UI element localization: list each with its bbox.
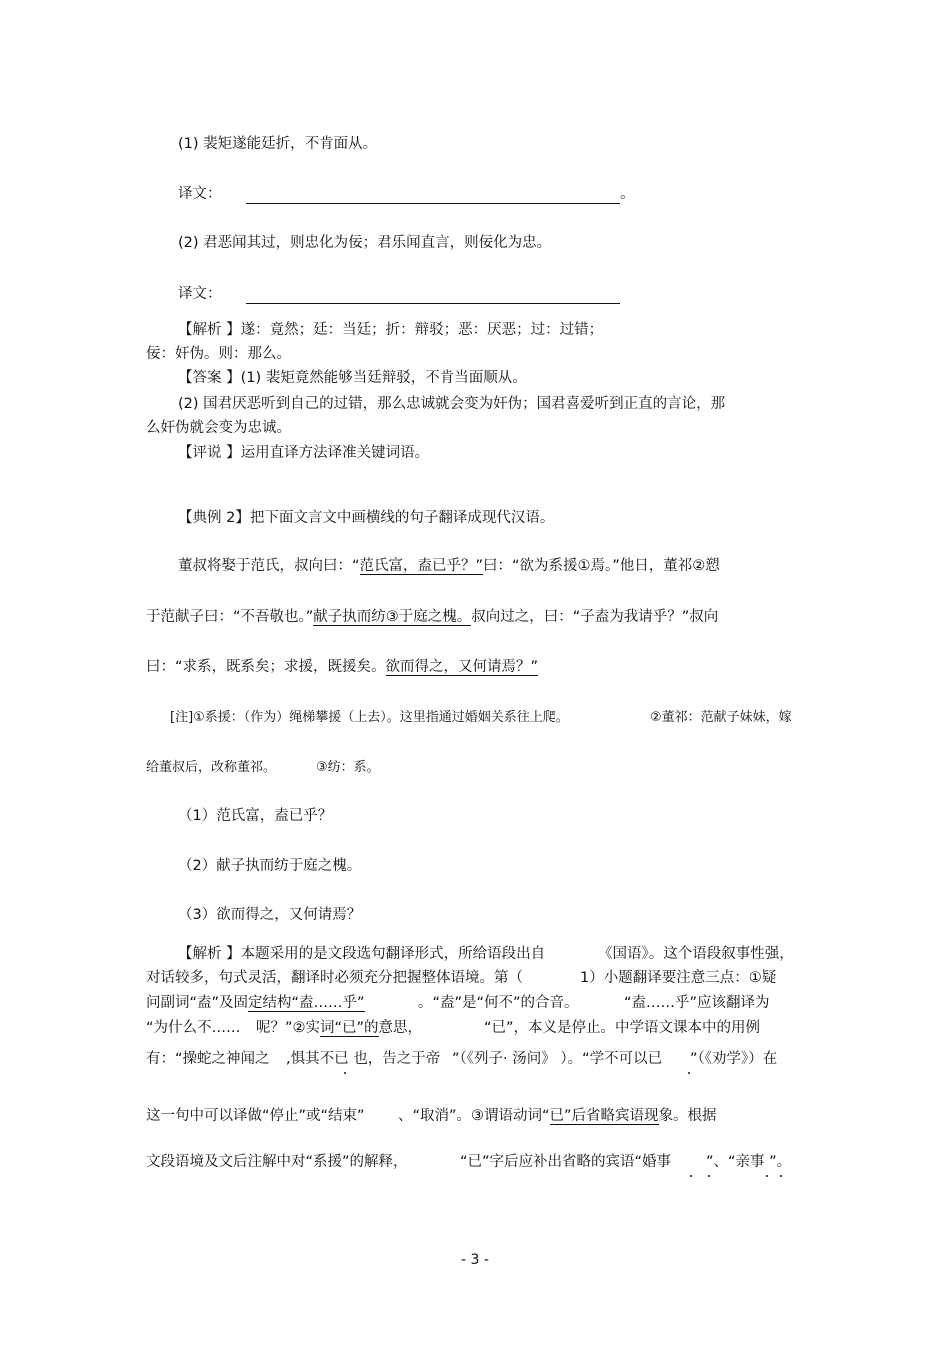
analysis-line: ”、“亲事 ”。 xyxy=(706,1154,792,1170)
analysis-line: 文段语境及文后注解中对“系援”的解释， xyxy=(146,1154,408,1170)
analysis-text: 象。根据 xyxy=(658,1108,717,1124)
analysis-line: 对话较多，句式灵活，翻译时必须充分把握整体语境。第（ xyxy=(146,970,523,986)
answer-blank xyxy=(246,185,620,204)
analysis-line: ”（《列子· 汤问》 ）。“学不可以已 xyxy=(452,1051,663,1067)
analysis-line xyxy=(146,993,365,1013)
emphasis-dot xyxy=(688,1072,690,1074)
passage-text: 曰：“求系，既系矣；求援，既援矣。 xyxy=(146,659,386,675)
analysis-line: ,惧其不已 也，告之于帝 xyxy=(286,1051,441,1067)
answer-blank xyxy=(246,285,620,304)
note-line: ②董祁：范献子妹妹，嫁 xyxy=(650,710,792,725)
answer-line: 么奸伪就会变为忠诚。 xyxy=(146,420,291,436)
note-line: ③纺：系。 xyxy=(316,760,380,775)
analysis-line: “已”字后应补出省略的宾语“婚事 xyxy=(460,1154,672,1170)
passage-text: 董叔将娶于范氏，叔向曰：“ xyxy=(178,558,360,574)
translation-label: 译文： xyxy=(178,286,222,302)
sub-question-1: （1）范氏富，盍已乎？ xyxy=(178,808,333,824)
emphasis-dot xyxy=(708,1175,710,1177)
analysis-line: 【解析 】遂：竟然；廷：当廷；折：辩驳；恶：厌恶；过：过错； xyxy=(178,322,604,338)
analysis-line: ”（《劝学》）在 xyxy=(690,1051,778,1067)
translation-label: 译文： xyxy=(178,186,222,202)
answer-line: (2) 国君厌恶听到自己的过错，那么忠诚就会变为奸伪；国君喜爱听到正直的言论，那 xyxy=(178,396,726,412)
translation-row-2 xyxy=(178,284,620,304)
analysis-line: 1）小题翻译要注意三点：①疑 xyxy=(580,970,777,986)
question-2: (2) 君恶闻其过，则忠化为佞；君乐闻直言，则佞化为忠。 xyxy=(178,235,552,251)
note-line: [注]①系援：（作为）绳梯攀援（上去）。这里指通过婚姻关系往上爬。 xyxy=(170,710,569,725)
underlined-term: 定结构“盍……乎” xyxy=(248,995,365,1011)
analysis-text: 、“取消”。③谓语动词“ xyxy=(398,1108,550,1124)
analysis-text: 问副词“盍”及固 xyxy=(146,995,249,1011)
sub-question-3: （3）欲而得之，又何请焉？ xyxy=(178,907,362,923)
analysis-line: 这一句中可以译做“停止”或“结束” xyxy=(146,1108,365,1124)
analysis-line: 【解析 】本题采用的是文段选句翻译形式，所给语段出自 xyxy=(178,946,546,962)
analysis-line: “盍……乎”应该翻译为 xyxy=(624,995,770,1011)
underlined-term: 词“已”的 xyxy=(320,1020,379,1036)
emphasis-dot xyxy=(690,1175,692,1177)
passage-line xyxy=(146,657,538,677)
passage-text: 叔向过之，曰：“子盍为我请乎？”叔向 xyxy=(471,609,719,625)
emphasis-dot xyxy=(780,1175,782,1177)
passage-line xyxy=(178,556,720,576)
analysis-line: 佞：奸伪。则：那么。 xyxy=(146,346,291,362)
underlined-sentence: 献子执而纺③于庭之槐。 xyxy=(313,609,472,625)
underlined-term: 已”后省略宾语现 xyxy=(549,1108,659,1124)
analysis-line: “为什么不…… xyxy=(146,1020,241,1036)
underlined-sentence: 范氏富，盍已乎？” xyxy=(359,558,484,574)
analysis-line xyxy=(256,1018,422,1038)
comment-line: 【评说 】运用直译方法译准关键词语。 xyxy=(178,445,430,461)
analysis-line: 。“盍”是“何不”的合音。 xyxy=(418,995,579,1011)
emphasis-dot xyxy=(344,1072,346,1074)
analysis-line: “已”，本义是停止。中学语文课本中的用例 xyxy=(484,1020,761,1036)
example-title: 【典例 2】把下面文言文中画横线的句子翻译成现代汉语。 xyxy=(178,510,555,526)
analysis-line: 《国语》。这个语段叙事性强， xyxy=(598,946,794,962)
passage-text: 于范献子曰：“不吾敬也。” xyxy=(146,609,314,625)
analysis-line xyxy=(398,1106,717,1126)
passage-line xyxy=(146,607,718,627)
analysis-text: 呢？”②实 xyxy=(256,1020,321,1036)
underlined-sentence: 欲而得之，又何请焉？” xyxy=(385,659,539,675)
note-line: 给董叔后，改称董祁。 xyxy=(146,760,277,775)
analysis-line: 有：“操蛇之神闻之 xyxy=(146,1051,270,1067)
emphasis-dot xyxy=(766,1175,768,1177)
sub-question-2: （2）献子执而纺于庭之槐。 xyxy=(178,858,362,874)
analysis-text: 意思， xyxy=(378,1020,423,1036)
answer-line: 【答案 】(1) 裴矩竟然能够当廷辩驳，不肯当面顺从。 xyxy=(178,370,527,386)
page-number: - 3 - xyxy=(461,1252,489,1268)
question-1: (1) 裴矩遂能廷折，不肯面从。 xyxy=(178,136,378,152)
translation-row-1 xyxy=(178,184,635,204)
passage-text: 曰：“欲为系援①焉。”他日，董祁②愬 xyxy=(483,558,720,574)
period-mark: 。 xyxy=(620,186,635,202)
